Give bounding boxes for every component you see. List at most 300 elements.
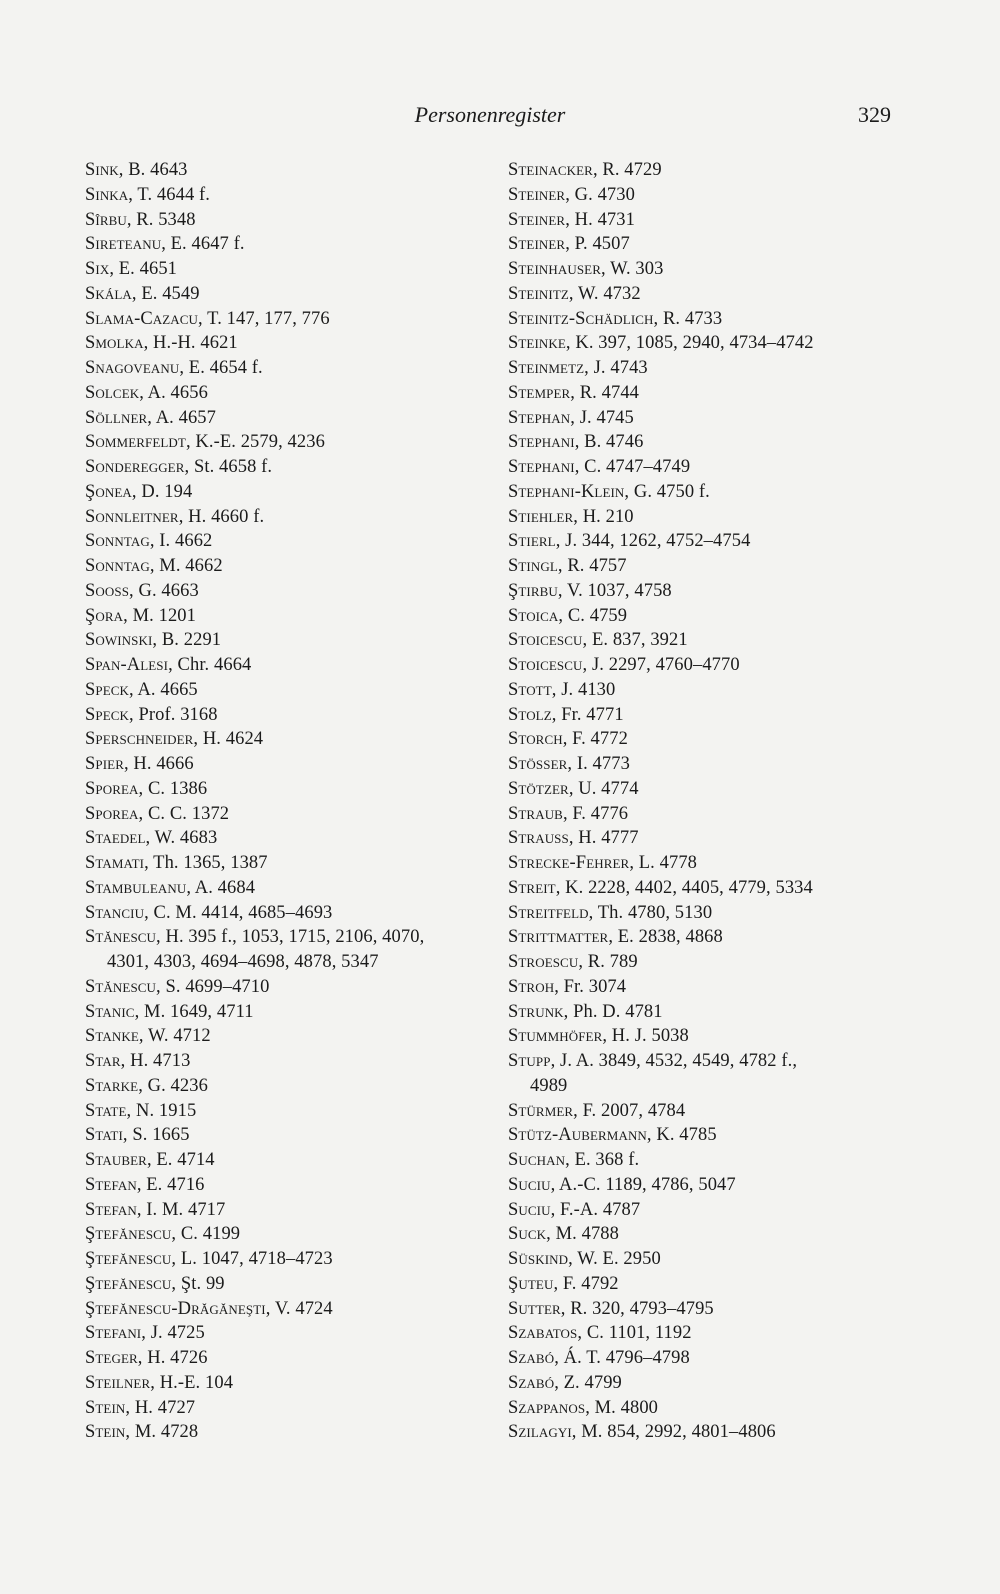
index-entry: [508, 703, 908, 728]
index-entry: [508, 331, 908, 356]
index-entry: [85, 406, 500, 431]
entry-name: Stefan: [85, 1199, 137, 1220]
entry-name: Sowinski: [85, 630, 153, 651]
entry-references: , E. 4647 f.: [161, 234, 245, 255]
index-entry: [85, 331, 500, 356]
entry-references: , H. 4660 f.: [178, 506, 265, 527]
index-entry: [508, 975, 908, 1000]
index-entry: [508, 529, 908, 554]
entry-name: Stroescu: [508, 952, 579, 972]
entry-references: , M. 854, 2992, 4801–4806: [571, 1422, 776, 1443]
entry-references: , W. 4683: [145, 828, 218, 849]
entry-references: , R. 4733: [653, 308, 723, 329]
index-entry: [508, 1173, 908, 1198]
entry-name: Span-Alesi: [85, 655, 169, 675]
entry-name: Skála: [85, 283, 132, 304]
entry-name: Suck: [508, 1224, 547, 1245]
index-entry: [85, 257, 500, 282]
entry-references: , I. 4773: [567, 754, 630, 774]
entry-references: , K. 4785: [646, 1125, 717, 1146]
entry-name: Şuteu: [508, 1273, 554, 1294]
entry-name: Stein: [85, 1397, 126, 1418]
entry-name: Stati: [85, 1125, 123, 1146]
entry-references: , C. 1386: [138, 778, 208, 799]
entry-references: , J. 4743: [584, 358, 648, 378]
index-entry: [508, 727, 908, 752]
index-entry: [85, 579, 500, 604]
index-entry: [85, 975, 500, 1000]
entry-name: Sonnleitner: [85, 506, 179, 527]
entry-name: Steilner: [85, 1372, 151, 1393]
entry-references: , H. 4731: [565, 209, 635, 230]
entry-name: Speck: [85, 679, 130, 700]
index-entry: [85, 1049, 500, 1074]
index-entry: [85, 777, 500, 802]
entry-name: Staedel: [85, 828, 146, 849]
index-entry: [508, 1148, 908, 1173]
entry-references: , K. 397, 1085, 2940, 4734–4742: [565, 333, 814, 354]
entry-name: Strauss: [508, 828, 569, 849]
entry-name: Suchan: [508, 1150, 566, 1170]
index-entry: [508, 1024, 908, 1049]
index-entry: [508, 257, 908, 282]
index-entry: [85, 1297, 500, 1322]
entry-name: Şora: [85, 605, 124, 626]
entry-references: , Z. 4799: [554, 1372, 622, 1393]
entry-references: , F. 4776: [562, 803, 629, 824]
entry-name: Stambuleanu: [85, 877, 187, 898]
entry-name: Sonntag: [85, 531, 150, 552]
entry-name: Star: [85, 1051, 121, 1071]
entry-references: , H. 210: [573, 506, 634, 527]
index-entry: [85, 505, 500, 530]
index-entry: [508, 406, 908, 431]
index-entry: [85, 1247, 500, 1272]
entry-name: Şonea: [85, 481, 132, 502]
index-entry: [508, 579, 908, 604]
entry-references: , H. 4726: [137, 1348, 208, 1368]
entry-references: , C. C. 1372: [138, 803, 230, 824]
index-entry: [508, 158, 908, 183]
entry-name: Stürmer: [508, 1100, 574, 1121]
entry-references: , J. 344, 1262, 4752–4754: [555, 531, 751, 552]
entry-name: Strecke-Fehrer: [508, 853, 630, 873]
index-entry: [508, 628, 908, 653]
entry-name: Ştefănescu-Drăgăneşti: [85, 1298, 266, 1319]
index-entry: [508, 604, 908, 629]
entry-name: Steinmetz: [508, 358, 585, 378]
index-entry: [508, 1099, 908, 1124]
entry-name: Stamati: [85, 853, 145, 873]
entry-references: , V. 4724: [265, 1298, 333, 1319]
entry-references: , C. 4199: [171, 1224, 241, 1245]
entry-references: , A. 4684: [186, 877, 256, 898]
entry-references: , I. M. 4717: [136, 1199, 226, 1220]
entry-name: Stefani: [85, 1323, 142, 1344]
entry-references: , E. 4651: [109, 259, 178, 279]
index-entry: [85, 1024, 500, 1049]
entry-name: Ştefănescu: [85, 1273, 172, 1294]
entry-name: Steinke: [508, 333, 566, 354]
entry-name: Starke: [85, 1075, 139, 1096]
index-entry: [85, 307, 500, 332]
entry-name: Sink: [85, 160, 119, 180]
entry-references: , E. 2838, 4868: [608, 927, 723, 948]
entry-references: , D. 194: [131, 481, 193, 502]
entry-references: , H. J. 5038: [602, 1026, 689, 1047]
entry-references: , V. 1037, 4758: [557, 580, 672, 601]
index-entry: [508, 1123, 908, 1148]
entry-name: Steinacker: [508, 160, 593, 180]
entry-references: , Á. T. 4796–4798: [554, 1348, 690, 1368]
entry-name: Steinitz: [508, 283, 569, 304]
entry-references: , C. 1101, 1192: [577, 1323, 692, 1344]
entry-name: Stott: [508, 679, 552, 700]
entry-references: , B. 4643: [118, 160, 188, 180]
index-entry: [85, 1222, 500, 1247]
entry-name: Stemper: [508, 382, 571, 403]
entry-name: Süskind: [508, 1249, 569, 1269]
entry-references: , E. 4654 f.: [179, 358, 263, 378]
entry-references: , S. 1665: [122, 1125, 190, 1146]
entry-references: , R. 5348: [126, 209, 196, 230]
index-entry: [508, 1371, 908, 1396]
index-entry: [85, 282, 500, 307]
page-number: 329: [858, 102, 891, 127]
entry-name: Steiner: [508, 184, 566, 205]
entry-references: , R. 320, 4793–4795: [560, 1298, 714, 1319]
entry-name: Stoicescu: [508, 630, 583, 651]
index-entry: [85, 802, 500, 827]
entry-references: , E. 4716: [136, 1174, 205, 1195]
entry-references: , H. 4777: [568, 828, 639, 849]
entry-references: , H.-E. 104: [150, 1372, 234, 1393]
page-title: Personenregister: [414, 102, 566, 127]
index-entry: [85, 1272, 500, 1297]
index-entry: [508, 554, 908, 579]
entry-references: , E. 837, 3921: [582, 630, 688, 651]
entry-name: Steinhauser: [508, 259, 601, 279]
entry-references: , S. 4699–4710: [156, 976, 270, 997]
entry-references: , F.-A. 4787: [550, 1199, 641, 1220]
entry-name: Straub: [508, 803, 563, 824]
index-entry: [85, 356, 500, 381]
entry-name: Stötzer: [508, 778, 569, 799]
entry-references: , L. 4778: [629, 853, 698, 873]
entry-name: Stingl: [508, 556, 558, 576]
entry-name: Solcek: [85, 382, 140, 403]
entry-references: , E. 368 f.: [565, 1150, 640, 1170]
entry-name: Szappanos: [508, 1397, 586, 1418]
index-entry: [85, 1321, 500, 1346]
entry-references: , T. 147, 177, 776: [198, 308, 330, 329]
entry-name: Stanke: [85, 1026, 139, 1047]
index-entry: [85, 653, 500, 678]
entry-references: , A. 4657: [147, 407, 217, 428]
entry-name: Streit: [508, 877, 556, 898]
index-entry: [85, 876, 500, 901]
entry-references: , M. 4800: [585, 1397, 659, 1418]
entry-name: Stupp: [508, 1051, 551, 1071]
entry-name: Suciu: [508, 1199, 551, 1220]
entry-name: Stierl: [508, 531, 556, 552]
entry-references: , J. 2297, 4760–4770: [582, 655, 740, 675]
entry-name: Söllner: [85, 407, 148, 428]
index-entry: [508, 777, 908, 802]
index-entry: [508, 1198, 908, 1223]
index-entry: [85, 1173, 500, 1198]
index-entry: [85, 851, 500, 876]
entry-references: , H. 395 f., 1053, 1715, 2106, 4070,: [156, 927, 425, 948]
entry-references: , A.-C. 1189, 4786, 5047: [550, 1174, 736, 1195]
entry-name: Stefan: [85, 1174, 137, 1195]
entry-references: , M. 4662: [149, 556, 223, 576]
entry-name: Stauber: [85, 1150, 147, 1170]
index-entry: [85, 554, 500, 579]
entry-references: , H. 4666: [123, 754, 194, 774]
entry-name: Speck: [85, 704, 130, 725]
entry-references: , L. 1047, 4718–4723: [171, 1249, 333, 1269]
entry-references: , F. 2007, 4784: [573, 1100, 686, 1121]
entry-references: , G. 4663: [129, 580, 199, 601]
index-entry: [85, 529, 500, 554]
entry-name: Sporea: [85, 803, 139, 824]
index-entry: [508, 1396, 908, 1421]
entry-name: State: [85, 1100, 127, 1121]
entry-references: , C. 4747–4749: [574, 457, 691, 477]
index-entry: [508, 232, 908, 257]
index-entry: [85, 381, 500, 406]
entry-continuation: 4301, 4303, 4694–4698, 4878, 5347: [107, 952, 379, 972]
index-entry: [85, 925, 500, 975]
entry-name: Sporea: [85, 778, 139, 799]
entry-name: Stösser: [508, 754, 568, 774]
entry-name: Ştirbu: [508, 580, 558, 601]
entry-references: , R. 4729: [592, 160, 662, 180]
entry-name: Sîrbu: [85, 209, 127, 230]
entry-references: , A. 4665: [129, 679, 198, 700]
entry-name: Steiner: [508, 209, 566, 230]
entry-references: , Prof. 3168: [129, 704, 218, 725]
entry-references: , H.-H. 4621: [143, 333, 238, 354]
entry-references: , St. 4658 f.: [184, 457, 273, 477]
index-entry: [85, 901, 500, 926]
entry-references: , P. 4507: [565, 234, 630, 255]
entry-name: Ştefănescu: [85, 1224, 172, 1245]
entry-references: , F. 4792: [553, 1273, 619, 1294]
entry-references: , R. 4757: [557, 556, 627, 576]
entry-references: , H. 4624: [193, 729, 264, 750]
entry-name: Streitfeld: [508, 902, 589, 923]
index-entry: [85, 430, 500, 455]
entry-references: , A. 4656: [139, 382, 208, 403]
entry-name: Stütz-Aubermann: [508, 1125, 647, 1146]
entry-name: Stephan: [508, 407, 571, 428]
index-entry: [508, 901, 908, 926]
index-entry: [508, 381, 908, 406]
index-entry: [508, 1049, 908, 1099]
index-entry: [85, 1396, 500, 1421]
entry-name: Szabó: [508, 1348, 555, 1368]
entry-references: , J. A. 3849, 4532, 4549, 4782 f.,: [550, 1051, 798, 1071]
index-column-left: [85, 158, 500, 1445]
entry-name: Six: [85, 259, 110, 279]
entry-name: Stanciu: [85, 902, 145, 923]
index-entry: [85, 480, 500, 505]
index-entry: [85, 826, 500, 851]
index-entry: [85, 158, 500, 183]
entry-references: , W. E. 2950: [568, 1249, 661, 1269]
entry-references: , W. 4712: [138, 1026, 211, 1047]
index-entry: [508, 653, 908, 678]
entry-name: Szabatos: [508, 1323, 578, 1344]
entry-name: Sperschneider: [85, 729, 194, 750]
index-column-right: [508, 158, 908, 1445]
entry-references: , Chr. 4664: [168, 655, 252, 675]
entry-name: Slama-Cazacu: [85, 308, 199, 329]
entry-name: Stephani: [508, 432, 575, 453]
entry-references: , Th. 1365, 1387: [144, 853, 268, 873]
entry-name: Steger: [85, 1348, 138, 1368]
index-entry: [508, 307, 908, 332]
index-entry: [85, 1198, 500, 1223]
entry-name: Stein: [85, 1422, 126, 1443]
index-entry: [508, 1247, 908, 1272]
index-entry: [508, 752, 908, 777]
entry-references: , R. 4744: [570, 382, 640, 403]
entry-references: , N. 1915: [126, 1100, 197, 1121]
entry-references: , W. 303: [601, 259, 664, 279]
index-entry: [508, 1420, 908, 1445]
index-entry: [508, 480, 908, 505]
entry-name: Snagoveanu: [85, 358, 180, 378]
index-entry: [508, 1000, 908, 1025]
index-entry: [508, 183, 908, 208]
entry-references: , F. 4772: [562, 729, 628, 750]
index-entry: [85, 628, 500, 653]
entry-references: , J. 4745: [570, 407, 634, 428]
index-entry: [85, 678, 500, 703]
entry-name: Sinka: [85, 184, 129, 205]
index-entry: [85, 703, 500, 728]
entry-name: Sooss: [85, 580, 130, 601]
entry-name: Suciu: [508, 1174, 551, 1195]
entry-references: , H. 4713: [120, 1051, 191, 1071]
entry-name: Sommerfeldt: [85, 432, 186, 453]
index-entry: [85, 604, 500, 629]
index-entry: [508, 826, 908, 851]
index-entry: [508, 455, 908, 480]
entry-name: Strittmatter: [508, 927, 609, 948]
entry-references: , U. 4774: [568, 778, 639, 799]
index-entry: [85, 1420, 500, 1445]
entry-references: , M. 4728: [125, 1422, 199, 1443]
entry-name: Stoica: [508, 605, 559, 626]
entry-references: , M. 1201: [123, 605, 196, 626]
entry-references: , Th. 4780, 5130: [588, 902, 713, 923]
entry-name: Sonderegger: [85, 457, 185, 477]
entry-references: , Şt. 99: [171, 1273, 225, 1294]
index-entry: [85, 1346, 500, 1371]
entry-references: , I. 4662: [149, 531, 213, 552]
entry-references: , K. 2228, 4402, 4405, 4779, 5334: [555, 877, 813, 898]
entry-name: Steinitz-Schädlich: [508, 308, 654, 329]
entry-name: Szilagyi: [508, 1422, 572, 1443]
index-entry: [85, 1148, 500, 1173]
entry-references: , C. 4759: [558, 605, 628, 626]
index-entry: [85, 752, 500, 777]
index-entry: [508, 851, 908, 876]
index-entry: [85, 1000, 500, 1025]
index-entry: [508, 1297, 908, 1322]
entry-references: , H. 4727: [125, 1397, 196, 1418]
entry-name: Sonntag: [85, 556, 150, 576]
index-entry: [85, 183, 500, 208]
entry-name: Spier: [85, 754, 124, 774]
entry-name: Stănescu: [85, 976, 157, 997]
entry-references: , M. 4788: [546, 1224, 619, 1245]
entry-name: Ştefănescu: [85, 1249, 172, 1269]
entry-name: Smolka: [85, 333, 144, 354]
index-entry: [508, 208, 908, 233]
entry-references: , Ph. D. 4781: [563, 1001, 663, 1022]
entry-name: Storch: [508, 729, 563, 750]
entry-name: Stiehler: [508, 506, 574, 527]
index-entry: [508, 678, 908, 703]
entry-name: Stroh: [508, 976, 555, 997]
entry-name: Stănescu: [85, 927, 157, 948]
entry-references: , J. 4725: [141, 1323, 205, 1344]
entry-name: Stummhöfer: [508, 1026, 603, 1047]
entry-references: , G. 4750 f.: [624, 481, 710, 502]
entry-name: Stephani-Klein: [508, 481, 625, 502]
index-entry: [508, 876, 908, 901]
entry-references: , Fr. 4771: [551, 704, 624, 725]
index-entry: [508, 356, 908, 381]
index-entry: [85, 1371, 500, 1396]
entry-references: , B. 2291: [152, 630, 222, 651]
entry-name: Stanic: [85, 1001, 135, 1022]
index-entry: [508, 1346, 908, 1371]
entry-references: , E. 4549: [131, 283, 200, 304]
entry-name: Stephani: [508, 457, 575, 477]
entry-name: Steiner: [508, 234, 566, 255]
entry-name: Stolz: [508, 704, 552, 725]
entry-references: , G. 4236: [138, 1075, 208, 1096]
entry-name: Sutter: [508, 1298, 561, 1319]
entry-references: , T. 4644 f.: [128, 184, 211, 205]
index-entry: [85, 455, 500, 480]
entry-name: Szabó: [508, 1372, 555, 1393]
entry-references: , C. M. 4414, 4685–4693: [144, 902, 333, 923]
index-entry: [85, 727, 500, 752]
index-entry: [508, 1272, 908, 1297]
index-entry: [508, 925, 908, 950]
index-entry: [85, 232, 500, 257]
index-entry: [85, 1074, 500, 1099]
index-entry: [85, 1099, 500, 1124]
index-entry: [508, 1222, 908, 1247]
index-entry: [508, 430, 908, 455]
index-entry: [508, 802, 908, 827]
entry-references: , E. 4714: [146, 1150, 215, 1170]
entry-continuation: 4989: [530, 1075, 568, 1096]
index-entry: [508, 505, 908, 530]
entry-references: , W. 4732: [568, 283, 641, 304]
entry-references: , R. 789: [578, 952, 638, 972]
index-entry: [508, 950, 908, 975]
index-entry: [508, 1321, 908, 1346]
